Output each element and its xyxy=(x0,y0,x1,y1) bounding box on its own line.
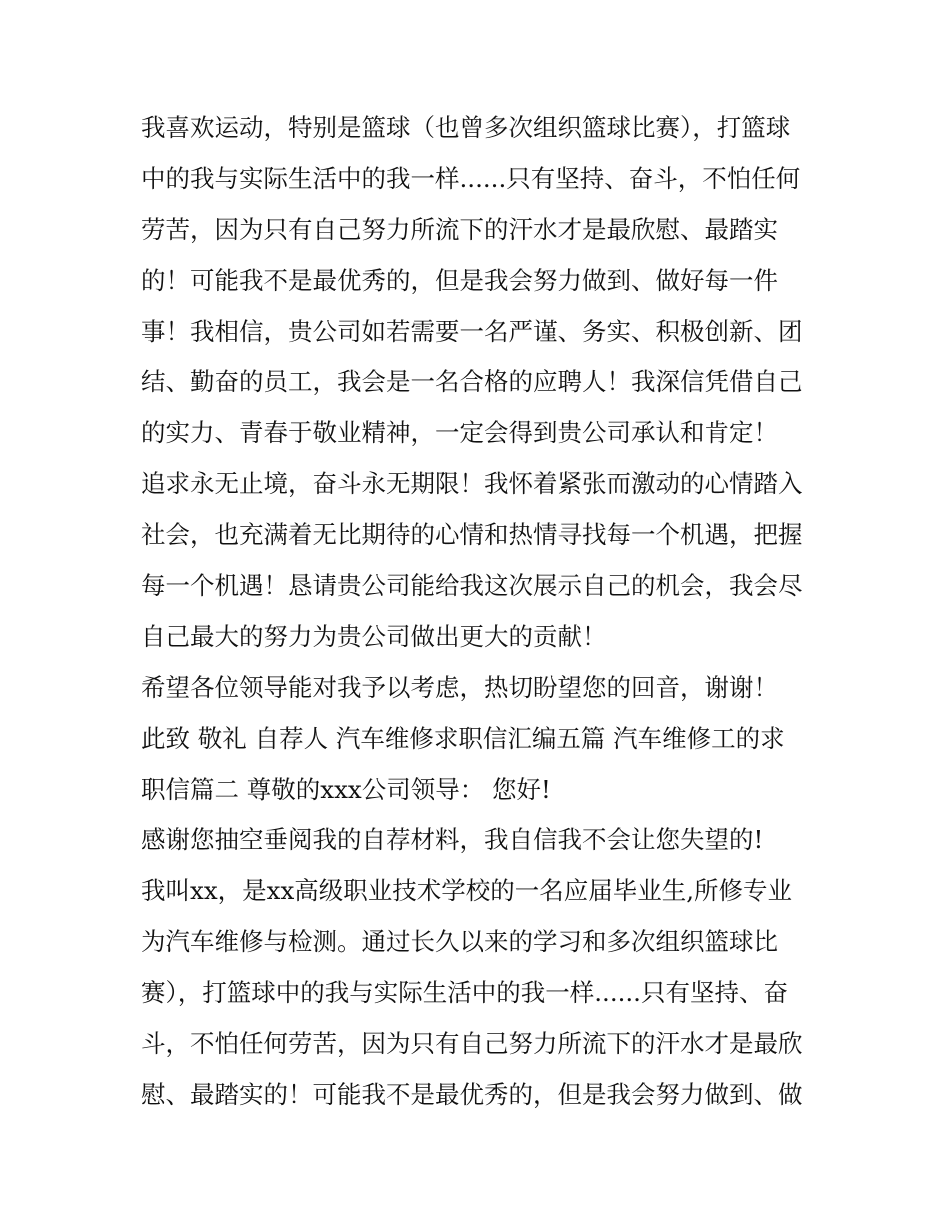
text-line: 劳苦，因为只有自己努力所流下的汗水才是最欣慰、最踏实 xyxy=(141,214,778,244)
text-line: 我喜欢运动，特别是篮球（也曾多次组织篮球比赛），打篮球 xyxy=(141,113,791,142)
text-line: 中的我与实际生活中的我一样......只有坚持、奋斗，不怕任何 xyxy=(141,163,801,193)
text-line: 感谢您抽空垂阅我的自荐材料，我自信我不会让您失望的! xyxy=(141,825,764,855)
text-line: 我叫xx，是xx高级职业技术学校的一名应届毕业生,所修专业 xyxy=(141,876,793,906)
text-line: 赛），打篮球中的我与实际生活中的我一样......只有坚持、奋 xyxy=(141,978,788,1008)
text-line: 追求永无止境，奋斗永无期限！我怀着紧张而激动的心情踏入 xyxy=(141,469,803,499)
text-line: 此致 敬礼 自荐人 汽车维修求职信汇编五篇 汽车维修工的求 xyxy=(141,723,785,753)
body-text xyxy=(141,103,821,1121)
text-line: 斗，不怕任何劳苦，因为只有自己努力所流下的汗水才是最欣 xyxy=(141,1029,803,1059)
text-line: 自己最大的努力为贵公司做出更大的贡献！ xyxy=(141,621,607,651)
text-line: 社会，也充满着无比期待的心情和热情寻找每一个机遇，把握 xyxy=(141,520,803,550)
text-line: 职信篇二 尊敬的xxx公司领导： 您好! xyxy=(141,774,551,804)
text-line: 每一个机遇！恳请贵公司能给我这次展示自己的机会，我会尽 xyxy=(141,571,803,601)
text-line: 慰、最踏实的！可能我不是最优秀的，但是我会努力做到、做 xyxy=(141,1079,803,1109)
text-line: 结、勤奋的员工，我会是一名合格的应聘人！我深信凭借自己 xyxy=(141,367,803,397)
text-line: 的！可能我不是最优秀的，但是我会努力做到、做好每一件 xyxy=(141,265,778,295)
text-line: 的实力、青春于敬业精神，一定会得到贵公司承认和肯定！ xyxy=(141,418,778,448)
text-line: 希望各位领导能对我予以考虑，热切盼望您的回音，谢谢！ xyxy=(141,672,778,702)
text-line: 为汽车维修与检测。通过长久以来的学习和多次组织篮球比 xyxy=(141,927,778,957)
text-line: 事！我相信，贵公司如若需要一名严谨、务实、积极创新、团 xyxy=(141,316,803,346)
